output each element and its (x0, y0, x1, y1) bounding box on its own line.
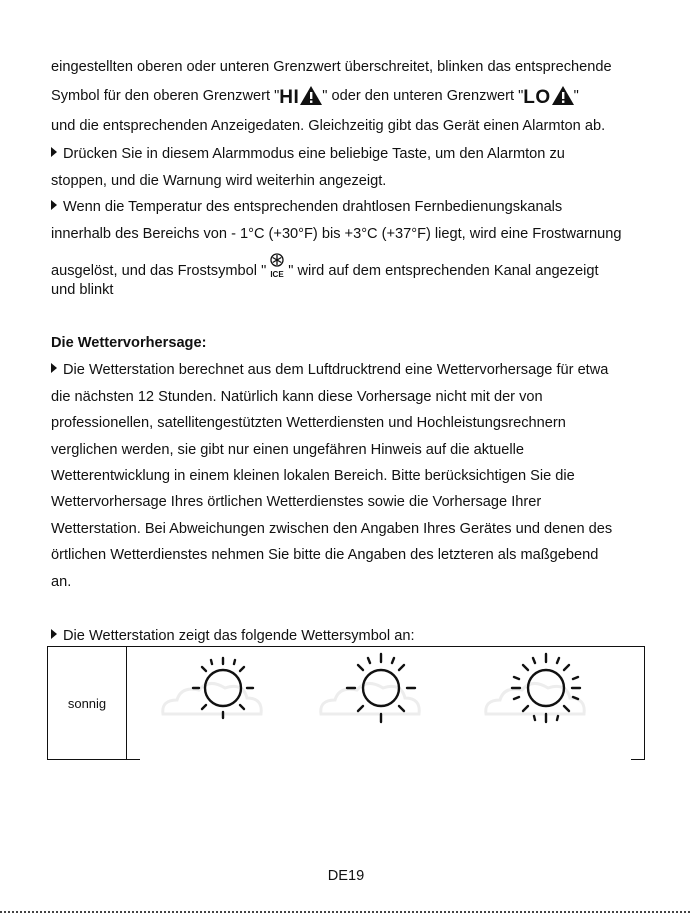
bullet-arrow-icon (51, 629, 57, 639)
text-line: und die entsprechenden Anzeigedaten. Gleichzeitig gibt das Gerät einen Alarmton ab. (51, 118, 606, 134)
ice-icon-text: ICE (270, 270, 284, 279)
bullet-line (51, 360, 651, 380)
text-segment: Wenn die Temperatur des entsprechenden drahtlosen Fernbedienungskanals (63, 199, 563, 215)
text-line-with-icon (51, 253, 651, 281)
text-segment: " wird auf dem entsprechenden Kanal angezeigt (288, 263, 599, 279)
hi-icon-text: HI (279, 87, 300, 108)
bullet-line (51, 144, 651, 164)
text-segment: Die Wetterstation berechnet aus dem Luftdrucktrend eine Wettervorhersage für etwa (63, 362, 609, 378)
text-segment: ausgelöst, und das Frostsymbol " (51, 263, 267, 279)
hi-alarm-icon (279, 86, 322, 109)
text-line: Wetterentwicklung in einem kleinen lokalen Bereich. Bitte berücksichtigen Sie die (51, 468, 575, 484)
weather-symbol-table (47, 646, 645, 760)
text-line: und blinkt (51, 282, 114, 298)
text-segment: Die Wetterstation zeigt das folgende Wettersymbol an: (63, 628, 415, 644)
bottom-rule (0, 911, 692, 913)
warning-triangle-icon (552, 86, 574, 105)
bullet-line (51, 197, 651, 217)
text-line: die nächsten 12 Stunden. Natürlich kann diese Vorhersage nicht mit der von (51, 389, 543, 405)
lo-alarm-icon (523, 86, 573, 109)
sun-icon (474, 650, 614, 746)
text-line: innerhalb des Bereichs von - 1°C (+30°F) bis +3°C (+37°F) liegt, wird eine Frostwarnung (51, 226, 622, 242)
frost-ice-icon (267, 253, 287, 279)
table-divider (126, 646, 127, 760)
page-number: DE19 (327, 868, 365, 884)
text-line: eingestellten oberen oder unteren Grenzwert überschreitet, blinken das entsprechende (51, 59, 612, 75)
text-line: örtlichen Wetterdienstes nehmen Sie bitte die Angaben des letzteren als maßgebend (51, 547, 599, 563)
text-segment: Drücken Sie in diesem Alarmmodus eine beliebige Taste, um den Alarmton zu (63, 146, 565, 162)
bullet-line (51, 626, 651, 646)
table-border (631, 759, 645, 760)
bullet-arrow-icon (51, 147, 57, 157)
weather-label: sonnig (67, 695, 107, 711)
table-border (47, 646, 645, 647)
sun-icon (151, 650, 291, 746)
sun-icon (309, 650, 449, 746)
bullet-arrow-icon (51, 200, 57, 210)
text-segment: Symbol für den oberen Grenzwert " (51, 88, 280, 104)
bullet-arrow-icon (51, 363, 57, 373)
text-line: professionellen, satellitengestützten Wetterdiensten und Hochleistungsrechnern (51, 415, 566, 431)
text-line: an. (51, 574, 72, 590)
text-line: verglichen werden, sie gibt nur einen ungefähren Hinweis auf die aktuelle (51, 442, 524, 458)
text-line: Wetterstation. Bei Abweichungen zwischen den Angaben Ihres Gerätes und denen des (51, 521, 613, 537)
text-segment: " oder den unteren Grenzwert " (322, 88, 524, 104)
lo-icon-text: LO (523, 87, 551, 108)
text-line-with-icons (51, 86, 651, 109)
text-line: Wettervorhersage Ihres örtlichen Wetterdienstes sowie die Vorhersage Ihrer (51, 494, 542, 510)
section-heading: Die Wettervorhersage: (51, 335, 207, 351)
warning-triangle-icon (300, 86, 322, 105)
text-line: stoppen, und die Warnung wird weiterhin angezeigt. (51, 173, 387, 189)
table-border (644, 646, 645, 760)
text-segment: " (573, 88, 579, 104)
